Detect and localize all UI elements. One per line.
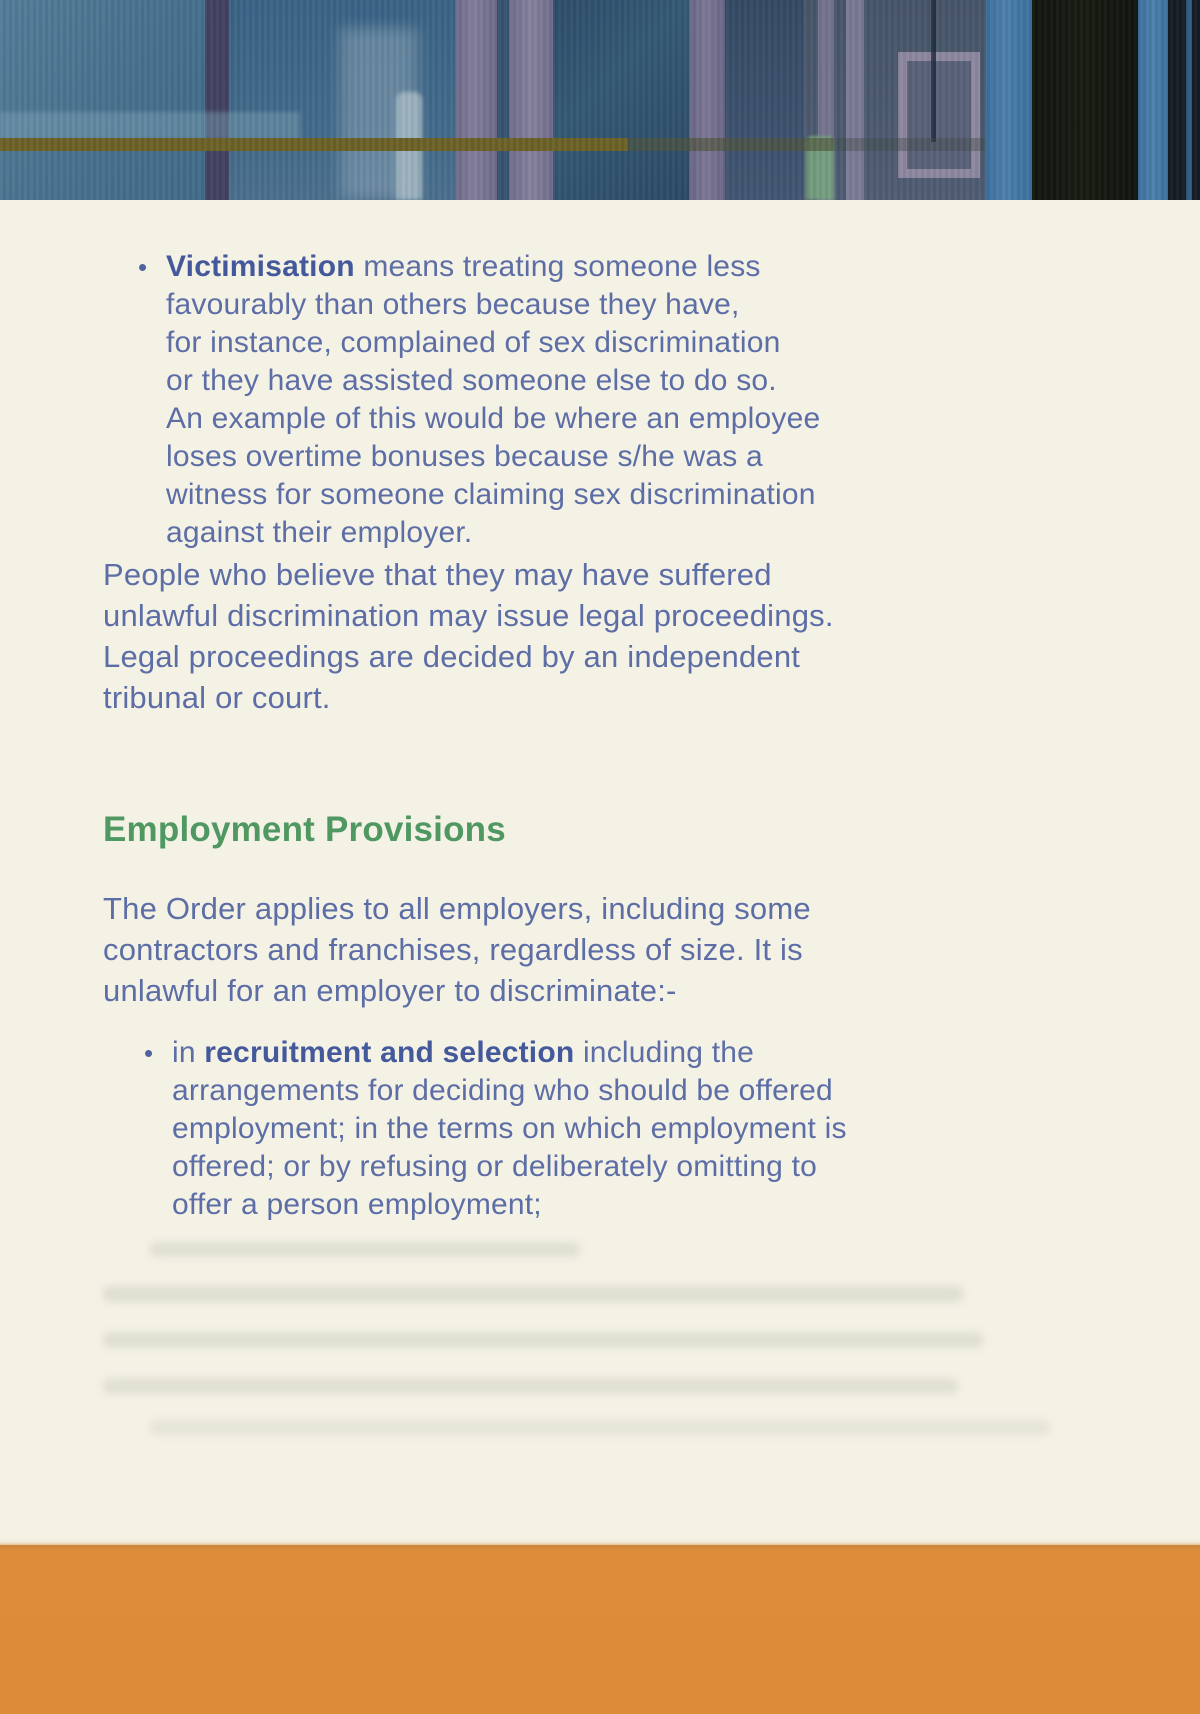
paragraph-legal-proceedings [103, 554, 834, 718]
text-line: contractors and franchises, regardless of size. It is [103, 932, 803, 967]
text-line: People who believe that they may have suffered [103, 557, 772, 592]
bold-term: Victimisation [166, 250, 355, 283]
bleed-through-line [103, 1332, 983, 1348]
text-span: means treating someone less [354, 250, 761, 283]
header-photo [0, 0, 1200, 200]
text-line: unlawful for an employer to discriminate:- [103, 973, 677, 1008]
text-line: loses overtime bonuses because s/he was a [166, 440, 763, 473]
bullet-icon: • [144, 1038, 154, 1068]
bullet-victimisation [138, 248, 820, 552]
paragraph-order-applies [103, 888, 811, 1011]
bleed-through-line [103, 1286, 963, 1302]
bullet-recruitment [144, 1034, 847, 1224]
bleed-through-line [103, 1378, 958, 1394]
text-span: including the [574, 1036, 754, 1069]
scan-grain-overlay [0, 0, 1200, 200]
bleed-through-line [150, 1420, 1050, 1435]
bleed-through-line [150, 1242, 580, 1257]
text-line: for instance, complained of sex discrimination [166, 326, 781, 359]
text-line: unlawful discrimination may issue legal proceedings. [103, 598, 834, 633]
bullet-text [166, 248, 820, 552]
text-line: arrangements for deciding who should be offered [172, 1074, 833, 1107]
footer-orange-band [0, 1545, 1200, 1714]
text-line: employment; in the terms on which employment is [172, 1112, 847, 1145]
text-line: Legal proceedings are decided by an independent [103, 639, 801, 674]
section-heading-employment-provisions: Employment Provisions [103, 810, 506, 849]
text-line [166, 248, 820, 286]
text-line: tribunal or court. [103, 680, 331, 715]
bullet-icon: • [138, 252, 148, 282]
bullet-text [172, 1034, 847, 1224]
text-line: witness for someone claiming sex discrimination [166, 478, 816, 511]
text-span: in [172, 1036, 205, 1069]
text-line: offer a person employment; [172, 1188, 542, 1221]
text-line [172, 1034, 847, 1072]
text-line: offered; or by refusing or deliberately omitting to [172, 1150, 817, 1183]
text-line: against their employer. [166, 516, 473, 549]
text-line: favourably than others because they have, [166, 288, 740, 321]
text-line: An example of this would be where an employee [166, 402, 821, 435]
bold-term: recruitment and selection [204, 1036, 575, 1069]
footer-top-edge [0, 1538, 1200, 1545]
text-line: or they have assisted someone else to do so. [166, 364, 777, 397]
text-line: The Order applies to all employers, including some [103, 891, 811, 926]
